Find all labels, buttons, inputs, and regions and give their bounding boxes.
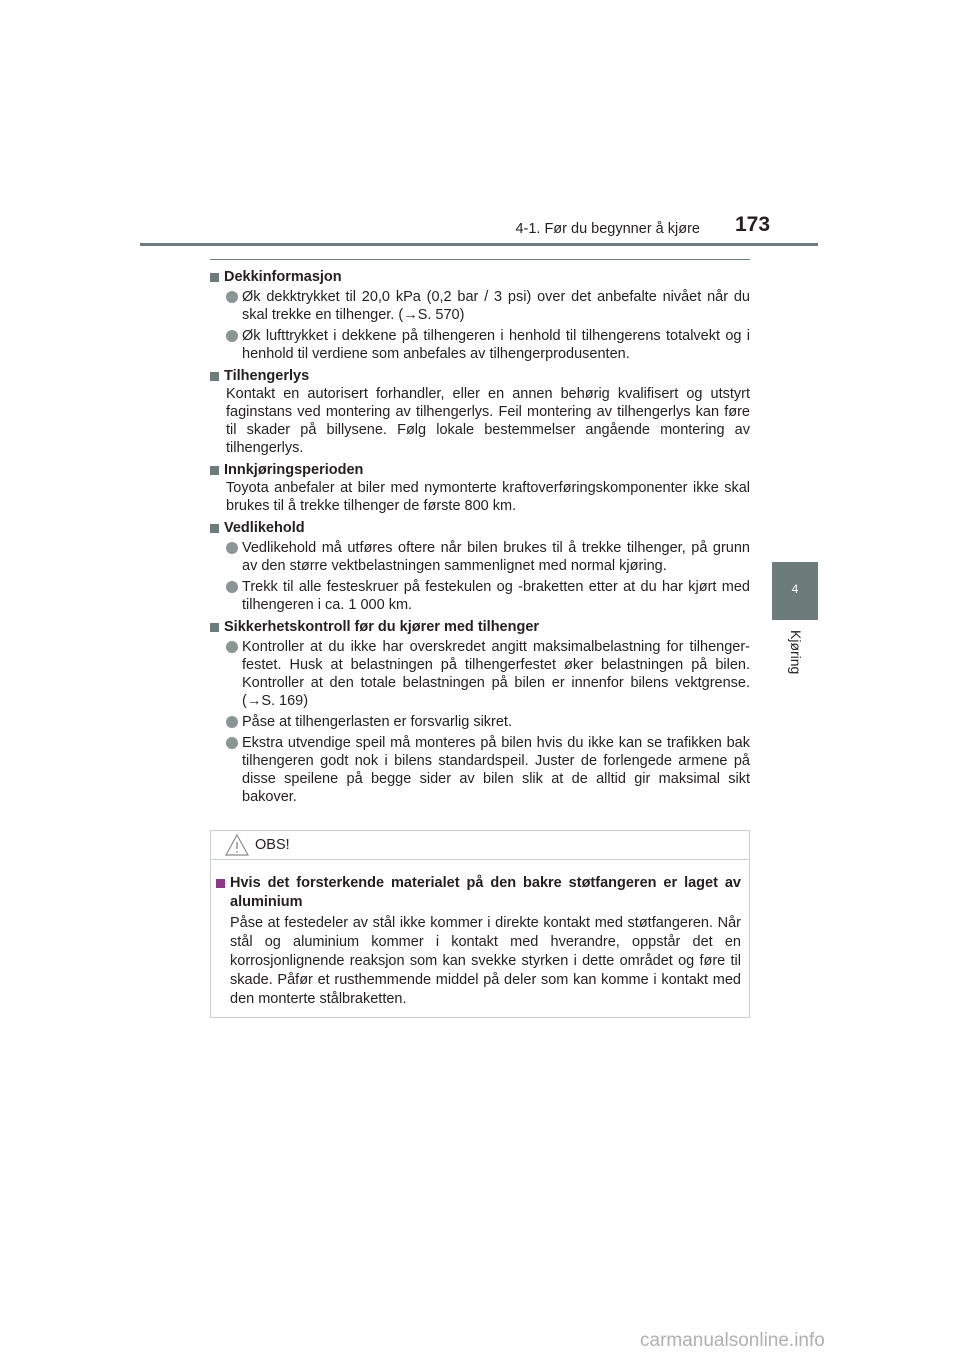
caution-title: OBS! <box>255 837 290 853</box>
square-bullet-icon <box>210 372 219 381</box>
chapter-tab-number: 4 <box>791 582 799 596</box>
round-bullet-icon <box>226 737 238 749</box>
list-item-text: Kontroller at du ikke har overskredet angitt maksimalbelastning for tilhenger-festet. Husk at belastningen på tilhengerfestet øker belastningen på bilen. Kontroller at den totale belastningen på bilen er innenfor bilens vektgrense. (→S. 169) <box>242 639 750 709</box>
content-top-rule <box>210 259 750 260</box>
chapter-tab <box>772 562 818 620</box>
list-item <box>210 288 750 324</box>
section-heading <box>210 367 750 385</box>
section-tilhengerlys <box>210 367 750 457</box>
round-bullet-icon <box>226 581 238 593</box>
caution-box <box>210 830 750 1018</box>
round-bullet-icon <box>226 291 238 303</box>
list-item <box>210 713 750 731</box>
caution-body <box>211 860 749 1009</box>
section-heading-text: Sikkerhetskontroll før du kjører med tilhenger <box>224 619 540 635</box>
list-item-text: Påse at tilhengerlasten er forsvarlig sikret. <box>242 714 512 730</box>
list-item <box>210 578 750 614</box>
section-heading-text: Dekkinformasjon <box>224 269 342 285</box>
watermark: carmanualsonline.info <box>640 1330 825 1351</box>
section-dekkinformasjon <box>210 268 750 363</box>
section-heading <box>210 519 750 537</box>
list-item-text: Vedlikehold må utføres oftere når bilen brukes til å trekke tilhenger, på grunn av den større vektbelastningen sammenlignet med normal kjøring. <box>242 540 750 574</box>
list-item <box>210 638 750 710</box>
header-rule <box>140 243 818 246</box>
page-number: 173 <box>735 213 771 236</box>
warning-triangle-icon <box>225 833 249 857</box>
round-bullet-icon <box>226 330 238 342</box>
square-bullet-icon <box>210 466 219 475</box>
caution-heading-text: Hvis det forsterkende materialet på den bakre støtfangeren er laget av aluminium <box>230 875 741 910</box>
section-heading <box>210 618 750 636</box>
section-paragraph: Kontakt en autorisert forhandler, eller en annen behørig kvalifisert og utstyrt faginstans ved montering av tilhengerlys. Feil montering av tilhengerlys kan føre til skader på billysene. Følg lokale bestemmelser angående montering av tilhengerlys. <box>226 386 750 456</box>
section-vedlikehold <box>210 519 750 614</box>
list-item-text: Øk dekktrykket til 20,0 kPa (0,2 bar / 3 psi) over det anbefalte nivået når du skal trekke en tilhenger. (→S. 570) <box>242 289 750 323</box>
round-bullet-icon <box>226 716 238 728</box>
square-bullet-icon <box>210 524 219 533</box>
list-item <box>210 327 750 363</box>
section-heading-text: Tilhengerlys <box>224 368 310 384</box>
section-paragraph: Toyota anbefaler at biler med nymonterte kraftoverføringskomponenter ikke skal brukes til å trekke tilhenger de første 800 km. <box>226 480 750 514</box>
chapter-tab-label: Kjøring <box>788 630 804 675</box>
list-item-text: Øk lufttrykket i dekkene på tilhengeren i henhold til tilhengerens totalvekt og i henhold til verdiene som anbefales av tilhengerprodusenten. <box>242 328 750 362</box>
main-content <box>210 259 750 810</box>
square-bullet-icon <box>216 879 225 888</box>
list-item-text: Trekk til alle festeskruer på festekulen og -braketten etter at du har kjørt med tilhengeren i ca. 1 000 km. <box>242 579 750 613</box>
section-sikkerhetskontroll <box>210 618 750 806</box>
section-heading <box>210 461 750 479</box>
caution-paragraph: Påse at festedeler av stål ikke kommer i direkte kontakt med støtfangeren. Når stål og aluminium kommer i kontakt med hverandre, oppstår det en korrosjonlignende reaksjon som kan svekke styrken i dette området og føre til skade. Påfør et rusthemmende middel på deler som kan komme i kontakt med den monterte stålbraketten. <box>230 915 741 1007</box>
section-heading <box>210 268 750 286</box>
round-bullet-icon <box>226 542 238 554</box>
caution-header <box>211 831 749 860</box>
round-bullet-icon <box>226 641 238 653</box>
section-innkjoringsperioden <box>210 461 750 515</box>
caution-heading <box>216 874 741 912</box>
square-bullet-icon <box>210 623 219 632</box>
chapter-title: 4-1. Før du begynner å kjøre <box>515 221 700 237</box>
square-bullet-icon <box>210 273 219 282</box>
list-item <box>210 539 750 575</box>
list-item-text: Ekstra utvendige speil må monteres på bilen hvis du ikke kan se trafikken bak tilhengeren godt nok i bilens standardspeil. Juster de forlengede armene på disse speilene på begge sider av bilen slik at de alltid gir maksimal sikt bakover. <box>242 735 750 805</box>
section-heading-text: Innkjøringsperioden <box>224 462 364 478</box>
section-heading-text: Vedlikehold <box>224 520 305 536</box>
list-item <box>210 734 750 806</box>
